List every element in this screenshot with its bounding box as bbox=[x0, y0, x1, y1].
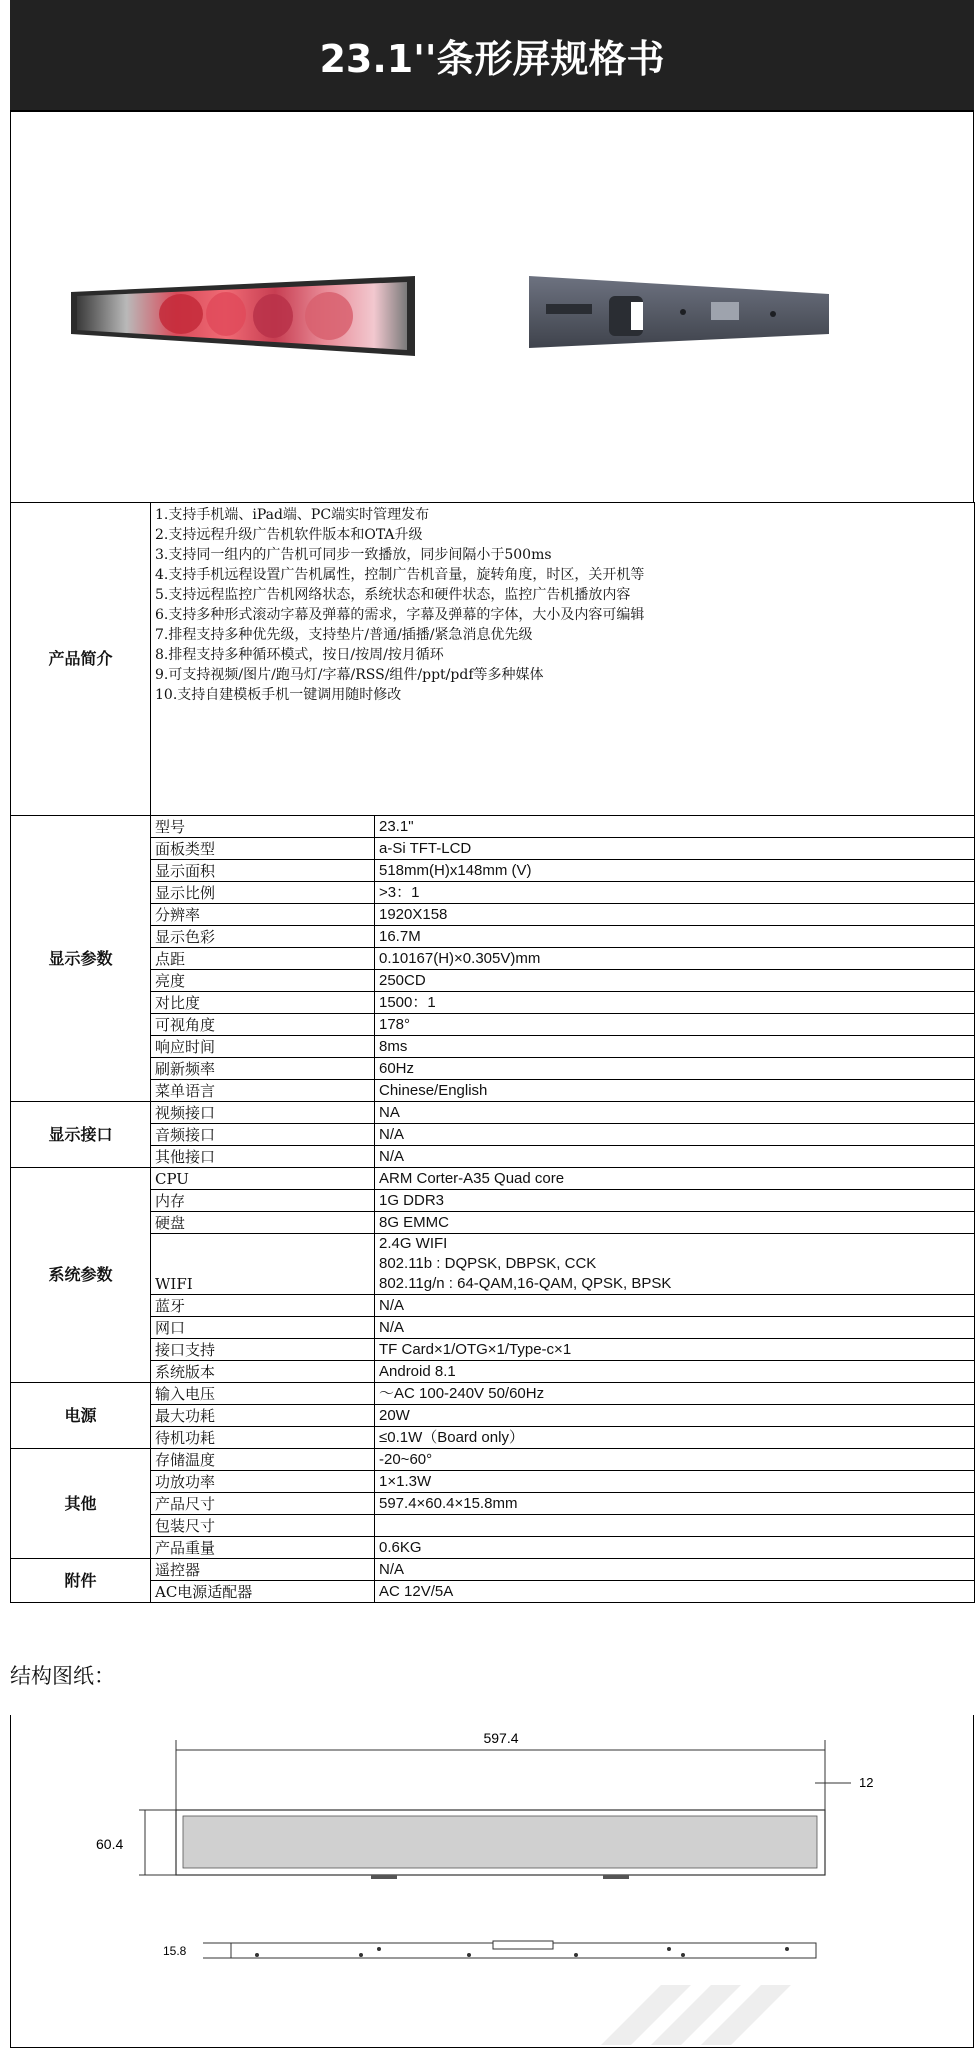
display-label: 菜单语言 bbox=[151, 1080, 375, 1102]
display-value: 178° bbox=[375, 1014, 975, 1036]
other-label: 功放功率 bbox=[151, 1471, 375, 1493]
system-row bbox=[11, 1234, 975, 1295]
display-category: 显示参数 bbox=[11, 816, 151, 1102]
other-value: 0.6KG bbox=[375, 1537, 975, 1559]
power-value: ～AC 100-240V 50/60Hz bbox=[375, 1383, 975, 1405]
display-label: 可视角度 bbox=[151, 1014, 375, 1036]
interface-value: NA bbox=[375, 1102, 975, 1124]
power-label: 输入电压 bbox=[151, 1383, 375, 1405]
display-row bbox=[11, 926, 975, 948]
other-label: 产品尺寸 bbox=[151, 1493, 375, 1515]
display-row bbox=[11, 838, 975, 860]
display-row bbox=[11, 1080, 975, 1102]
depth-dimension-label: 15.8 bbox=[163, 1944, 187, 1958]
system-category: 系统参数 bbox=[11, 1168, 151, 1383]
display-value: 1500：1 bbox=[375, 992, 975, 1014]
display-value: 23.1" bbox=[375, 816, 975, 838]
other-row bbox=[11, 1493, 975, 1515]
display-row bbox=[11, 904, 975, 926]
system-label: CPU bbox=[151, 1168, 375, 1190]
system-value: N/A bbox=[375, 1295, 975, 1317]
other-category: 其他 bbox=[11, 1449, 151, 1559]
display-label: 显示色彩 bbox=[151, 926, 375, 948]
dimension-drawing bbox=[11, 1715, 973, 2048]
other-row bbox=[11, 1471, 975, 1493]
display-value: 16.7M bbox=[375, 926, 975, 948]
other-value: -20~60° bbox=[375, 1449, 975, 1471]
display-label: 点距 bbox=[151, 948, 375, 970]
display-row bbox=[11, 882, 975, 904]
structure-heading: 结构图纸： bbox=[10, 1664, 115, 1688]
system-value: 8G EMMC bbox=[375, 1212, 975, 1234]
product-photos bbox=[10, 110, 974, 502]
other-row bbox=[11, 1537, 975, 1559]
other-row bbox=[11, 1515, 975, 1537]
display-row bbox=[11, 1058, 975, 1080]
intro-line: 4.支持手机远程设置广告机属性，控制广告机音量，旋转角度，时区，关开机等 bbox=[155, 567, 645, 583]
display-label: 对比度 bbox=[151, 992, 375, 1014]
display-label: 面板类型 bbox=[151, 838, 375, 860]
display-row bbox=[11, 816, 975, 838]
system-row bbox=[11, 1295, 975, 1317]
other-label: 产品重量 bbox=[151, 1537, 375, 1559]
display-value: 60Hz bbox=[375, 1058, 975, 1080]
intro-line: 3.支持同一组内的广告机可同步一致播放，同步间隔小于500ms bbox=[155, 547, 552, 563]
display-row bbox=[11, 1014, 975, 1036]
page-title: 23.1''条形屏规格书 bbox=[10, 0, 974, 112]
power-label: 待机功耗 bbox=[151, 1427, 375, 1449]
display-label: 响应时间 bbox=[151, 1036, 375, 1058]
display-row bbox=[11, 1036, 975, 1058]
power-value: ≤0.1W（Board only） bbox=[375, 1427, 975, 1449]
wifi-line: 802.11b : DQPSK, DBPSK, CCK bbox=[379, 1255, 597, 1272]
power-value: 20W bbox=[375, 1405, 975, 1427]
system-row bbox=[11, 1339, 975, 1361]
interface-label: 其他接口 bbox=[151, 1146, 375, 1168]
system-value: ARM Corter-A35 Quad core bbox=[375, 1168, 975, 1190]
intro-line: 6.支持多种形式滚动字幕及弹幕的需求，字幕及弹幕的字体，大小及内容可编辑 bbox=[155, 607, 645, 623]
accessories-value: AC 12V/5A bbox=[375, 1581, 975, 1603]
accessories-category: 附件 bbox=[11, 1559, 151, 1603]
display-value: 0.10167(H)×0.305V)mm bbox=[375, 948, 975, 970]
front-view-image bbox=[71, 276, 415, 356]
power-label: 最大功耗 bbox=[151, 1405, 375, 1427]
system-row bbox=[11, 1317, 975, 1339]
display-row bbox=[11, 860, 975, 882]
system-value: 1G DDR3 bbox=[375, 1190, 975, 1212]
display-label: 显示比例 bbox=[151, 882, 375, 904]
intro-line: 1.支持手机端、iPad端、PC端实时管理发布 bbox=[155, 507, 430, 523]
interface-row bbox=[11, 1124, 975, 1146]
accessories-label: AC电源适配器 bbox=[151, 1581, 375, 1603]
bezel-dimension-label: 12 bbox=[859, 1775, 874, 1790]
interface-category: 显示接口 bbox=[11, 1102, 151, 1168]
system-label: 系统版本 bbox=[151, 1361, 375, 1383]
system-row bbox=[11, 1168, 975, 1190]
display-label: 刷新频率 bbox=[151, 1058, 375, 1080]
power-category: 电源 bbox=[11, 1383, 151, 1449]
interface-value: N/A bbox=[375, 1146, 975, 1168]
system-value: TF Card×1/OTG×1/Type-c×1 bbox=[375, 1339, 975, 1361]
back-view-image bbox=[529, 276, 829, 348]
product-images bbox=[11, 110, 973, 502]
other-label: 存储温度 bbox=[151, 1449, 375, 1471]
power-row bbox=[11, 1383, 975, 1405]
structure-drawing bbox=[10, 1715, 974, 2048]
intro-row bbox=[11, 503, 975, 816]
other-label: 包装尺寸 bbox=[151, 1515, 375, 1537]
system-label: 内存 bbox=[151, 1190, 375, 1212]
intro-line: 8.排程支持多种循环模式，按日/按周/按月循环 bbox=[155, 647, 444, 663]
display-value: a-Si TFT-LCD bbox=[375, 838, 975, 860]
display-value: 8ms bbox=[375, 1036, 975, 1058]
display-row bbox=[11, 992, 975, 1014]
system-label: 蓝牙 bbox=[151, 1295, 375, 1317]
system-label: 硬盘 bbox=[151, 1212, 375, 1234]
display-label: 亮度 bbox=[151, 970, 375, 992]
system-value: Android 8.1 bbox=[375, 1361, 975, 1383]
intro-line: 2.支持远程升级广告机软件版本和OTA升级 bbox=[155, 527, 423, 543]
display-value: 250CD bbox=[375, 970, 975, 992]
wifi-line: 802.11g/n : 64-QAM,16-QAM, QPSK, BPSK bbox=[379, 1275, 672, 1292]
interface-row bbox=[11, 1102, 975, 1124]
accessories-row bbox=[11, 1581, 975, 1603]
display-value: >3：1 bbox=[375, 882, 975, 904]
system-label: 接口支持 bbox=[151, 1339, 375, 1361]
intro-list bbox=[151, 503, 975, 816]
display-value: 518mm(H)x148mm (V) bbox=[375, 860, 975, 882]
wifi-line: 2.4G WIFI bbox=[379, 1235, 448, 1252]
other-value: 1×1.3W bbox=[375, 1471, 975, 1493]
display-row bbox=[11, 970, 975, 992]
intro-category: 产品简介 bbox=[11, 503, 151, 816]
system-label: WIFI bbox=[151, 1234, 375, 1295]
system-label: 网口 bbox=[151, 1317, 375, 1339]
power-row bbox=[11, 1405, 975, 1427]
system-row bbox=[11, 1212, 975, 1234]
system-row bbox=[11, 1361, 975, 1383]
interface-row bbox=[11, 1146, 975, 1168]
system-row bbox=[11, 1190, 975, 1212]
watermark bbox=[601, 1985, 791, 2045]
wifi-value bbox=[375, 1234, 975, 1295]
display-label: 型号 bbox=[151, 816, 375, 838]
interface-label: 视频接口 bbox=[151, 1102, 375, 1124]
display-row bbox=[11, 948, 975, 970]
intro-line: 9.可支持视频/图片/跑马灯/字幕/RSS/组件/ppt/pdf等多种媒体 bbox=[155, 667, 544, 683]
height-dimension-label: 60.4 bbox=[96, 1836, 124, 1852]
display-label: 分辨率 bbox=[151, 904, 375, 926]
other-value: 597.4×60.4×15.8mm bbox=[375, 1493, 975, 1515]
accessories-row bbox=[11, 1559, 975, 1581]
display-label: 显示面积 bbox=[151, 860, 375, 882]
intro-line: 10.支持自建模板手机一键调用随时修改 bbox=[155, 687, 402, 703]
intro-line: 5.支持远程监控广告机网络状态，系统状态和硬件状态，监控广告机播放内容 bbox=[155, 587, 631, 603]
display-value: 1920X158 bbox=[375, 904, 975, 926]
display-value: Chinese/English bbox=[375, 1080, 975, 1102]
interface-value: N/A bbox=[375, 1124, 975, 1146]
accessories-label: 遥控器 bbox=[151, 1559, 375, 1581]
accessories-value: N/A bbox=[375, 1559, 975, 1581]
other-row bbox=[11, 1449, 975, 1471]
other-value bbox=[375, 1515, 975, 1537]
spec-table bbox=[10, 502, 975, 1603]
interface-label: 音频接口 bbox=[151, 1124, 375, 1146]
width-dimension-label: 597.4 bbox=[483, 1730, 519, 1746]
intro-line: 7.排程支持多种优先级，支持垫片/普通/插播/紧急消息优先级 bbox=[155, 627, 533, 643]
system-value: N/A bbox=[375, 1317, 975, 1339]
power-row bbox=[11, 1427, 975, 1449]
